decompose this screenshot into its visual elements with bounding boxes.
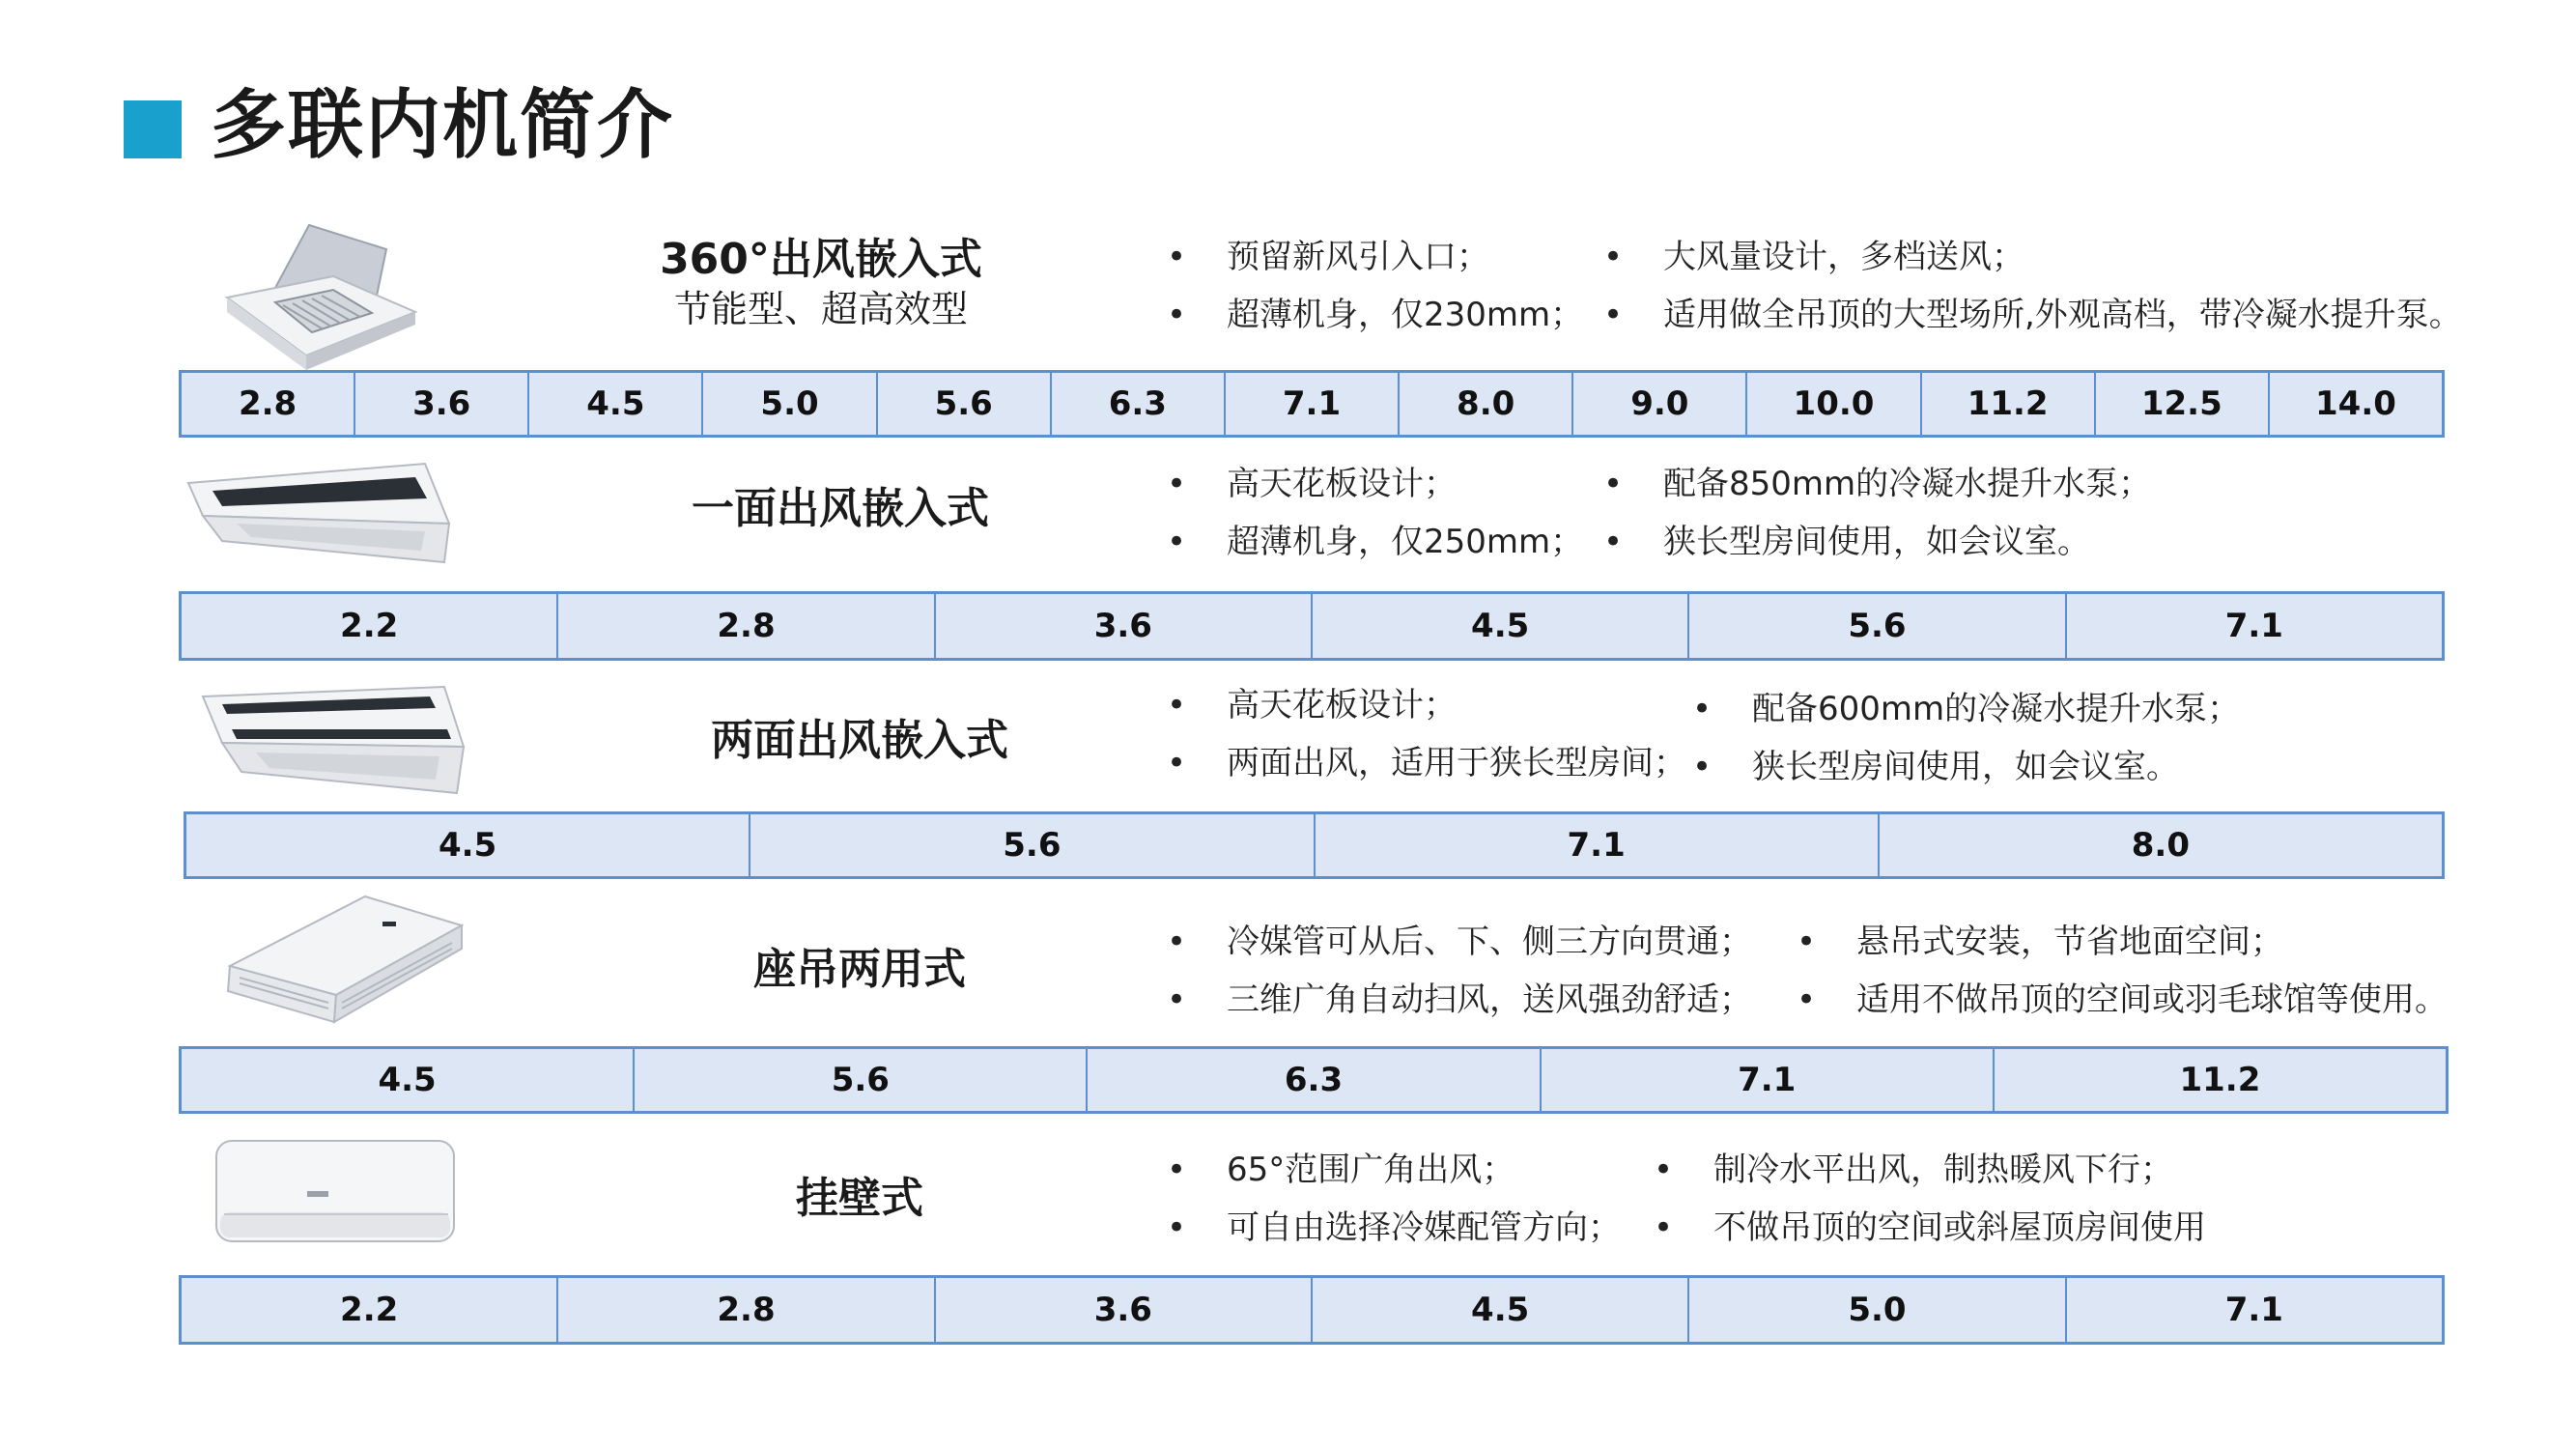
capacity-cell: 5.6	[750, 814, 1315, 876]
bullet-icon: •	[1167, 465, 1187, 503]
bullet-icon: •	[1167, 296, 1187, 334]
bullet-icon: •	[1692, 748, 1713, 786]
feature-text: 三维广角自动扫风，送风强劲舒适；	[1227, 980, 1752, 1019]
bullet-icon: •	[1167, 744, 1187, 782]
capacity-cell: 4.5	[186, 814, 750, 876]
capacity-cell: 5.6	[1689, 594, 2066, 658]
feature-item	[1797, 980, 2550, 1023]
feature-item	[1167, 1151, 1650, 1193]
bullet-icon: •	[1692, 690, 1713, 728]
bullet-icon: •	[1167, 1208, 1187, 1247]
ceiling-floor-unit-image	[220, 889, 471, 1029]
capacity-cell: 9.0	[1573, 373, 1747, 435]
capacity-cell: 7.1	[2224, 1291, 2283, 1329]
cassette-360-name: 360°出风嵌入式	[660, 235, 982, 284]
feature-text: 不做吊顶的空间或斜屋顶房间使用	[1713, 1208, 2206, 1247]
one-way-name-block	[637, 481, 1043, 536]
bullet-icon: •	[1167, 238, 1187, 276]
feature-text: 适用不做吊顶的空间或羽毛球馆等使用。	[1856, 980, 2448, 1019]
feature-text: 大风量设计，多档送风；	[1663, 238, 2024, 276]
feature-text: 超薄机身，仅250mm；	[1227, 523, 1584, 561]
capacity-cell: 7.1	[1226, 373, 1400, 435]
feature-item	[1167, 923, 1785, 965]
feature-item	[1167, 296, 1592, 338]
feature-item	[1603, 296, 2550, 338]
ceiling-floor-name-block	[657, 942, 1062, 997]
capacity-strip	[179, 591, 2445, 661]
bullet-icon: •	[1167, 523, 1187, 561]
capacity-cell: 4.5	[1313, 1278, 1689, 1342]
capacity-cell: 11.2	[1922, 373, 2096, 435]
capacity-cell: 4.5	[1313, 594, 1689, 658]
capacity-cell: 7.1	[1316, 814, 1880, 876]
feature-item	[1167, 1208, 1650, 1251]
feature-item	[1692, 748, 2542, 790]
two-way-name: 两面出风嵌入式	[711, 716, 1008, 765]
feature-text: 配备850mm的冷凝水提升水泵；	[1663, 465, 2152, 503]
capacity-strip	[179, 1275, 2445, 1345]
capacity-cell: 2.8	[182, 373, 355, 435]
capacity-cell: 8.0	[2131, 826, 2190, 865]
one-way-name: 一面出风嵌入式	[692, 484, 989, 533]
wall-mounted-unit-image	[211, 1135, 462, 1251]
capacity-cell: 3.6	[936, 1278, 1313, 1342]
cassette-360-subtitle: 节能型、超高效型	[673, 288, 968, 331]
bullet-icon: •	[1603, 296, 1624, 334]
feature-text: 狭长型房间使用，如会议室。	[1752, 748, 2179, 786]
capacity-cell: 5.0	[703, 373, 877, 435]
feature-item	[1167, 686, 1688, 728]
feature-item	[1654, 1151, 2542, 1193]
capacity-strip	[179, 1046, 2449, 1114]
cassette-360-name-block	[618, 232, 1024, 333]
capacity-cell: 6.3	[1088, 1049, 1541, 1111]
capacity-cell: 14.0	[2315, 384, 2396, 423]
feature-text: 制冷水平出风，制热暖风下行；	[1713, 1151, 2173, 1189]
capacity-cell: 2.2	[182, 1278, 558, 1342]
feature-text: 可自由选择冷媒配管方向；	[1227, 1208, 1621, 1247]
capacity-cell: 8.0	[1400, 373, 1573, 435]
capacity-cell: 7.1	[2224, 607, 2283, 645]
bullet-icon: •	[1797, 980, 1817, 1019]
feature-text: 狭长型房间使用，如会议室。	[1663, 523, 2090, 561]
feature-item	[1167, 980, 1785, 1023]
capacity-cell: 3.6	[936, 594, 1313, 658]
feature-text: 超薄机身，仅230mm；	[1227, 296, 1584, 334]
wall-mounted-name: 挂壁式	[796, 1174, 923, 1223]
capacity-cell: 2.2	[182, 594, 558, 658]
bullet-icon: •	[1797, 923, 1817, 961]
capacity-cell: 5.6	[635, 1049, 1088, 1111]
capacity-cell: 4.5	[529, 373, 703, 435]
capacity-cell: 7.1	[1542, 1049, 1995, 1111]
one-way-unit-image	[184, 456, 454, 572]
feature-item	[1603, 465, 2550, 507]
bullet-icon: •	[1603, 465, 1624, 503]
ceiling-floor-name: 座吊两用式	[753, 945, 966, 994]
capacity-strip	[179, 370, 2445, 438]
bullet-icon: •	[1167, 923, 1187, 961]
feature-text: 高天花板设计；	[1227, 465, 1457, 503]
two-way-unit-image	[198, 679, 468, 805]
bullet-icon: •	[1167, 686, 1187, 724]
feature-item	[1603, 523, 2550, 565]
capacity-cell: 6.3	[1052, 373, 1226, 435]
capacity-cell: 4.5	[182, 1049, 635, 1111]
feature-text: 预留新风引入口；	[1227, 238, 1489, 276]
capacity-strip	[184, 811, 2445, 879]
capacity-cell: 3.6	[355, 373, 529, 435]
feature-text: 两面出风，适用于狭长型房间；	[1227, 744, 1686, 782]
feature-text: 冷媒管可从后、下、侧三方向贯通；	[1227, 923, 1752, 961]
capacity-cell: 11.2	[2179, 1061, 2261, 1099]
feature-item	[1603, 238, 2550, 280]
feature-item	[1167, 744, 1688, 786]
page-title: 多联内机简介	[211, 82, 675, 169]
cassette-360-unit-image	[217, 220, 420, 375]
capacity-cell: 12.5	[2096, 373, 2270, 435]
bullet-icon: •	[1603, 523, 1624, 561]
wall-mounted-name-block	[657, 1171, 1062, 1226]
capacity-cell: 10.0	[1747, 373, 1921, 435]
title-accent-square	[124, 100, 182, 158]
capacity-cell: 5.0	[1689, 1278, 2066, 1342]
capacity-cell: 5.6	[878, 373, 1052, 435]
feature-item	[1167, 238, 1592, 280]
feature-text: 适用做全吊顶的大型场所,外观高档，带冷凝水提升泵。	[1663, 296, 2462, 334]
bullet-icon: •	[1167, 980, 1187, 1019]
bullet-icon: •	[1654, 1208, 1674, 1247]
feature-text: 65°范围广角出风；	[1227, 1151, 1515, 1189]
capacity-cell: 2.8	[558, 1278, 935, 1342]
feature-item	[1167, 465, 1592, 507]
feature-item	[1167, 523, 1592, 565]
feature-item	[1692, 690, 2542, 732]
bullet-icon: •	[1167, 1151, 1187, 1189]
two-way-name-block	[657, 713, 1062, 768]
feature-text: 悬吊式安装，节省地面空间；	[1856, 923, 2283, 961]
bullet-icon: •	[1654, 1151, 1674, 1189]
feature-item	[1797, 923, 2550, 965]
feature-text: 配备600mm的冷凝水提升水泵；	[1752, 690, 2241, 728]
bullet-icon: •	[1603, 238, 1624, 276]
feature-text: 高天花板设计；	[1227, 686, 1457, 724]
feature-item	[1654, 1208, 2542, 1251]
capacity-cell: 2.8	[558, 594, 935, 658]
